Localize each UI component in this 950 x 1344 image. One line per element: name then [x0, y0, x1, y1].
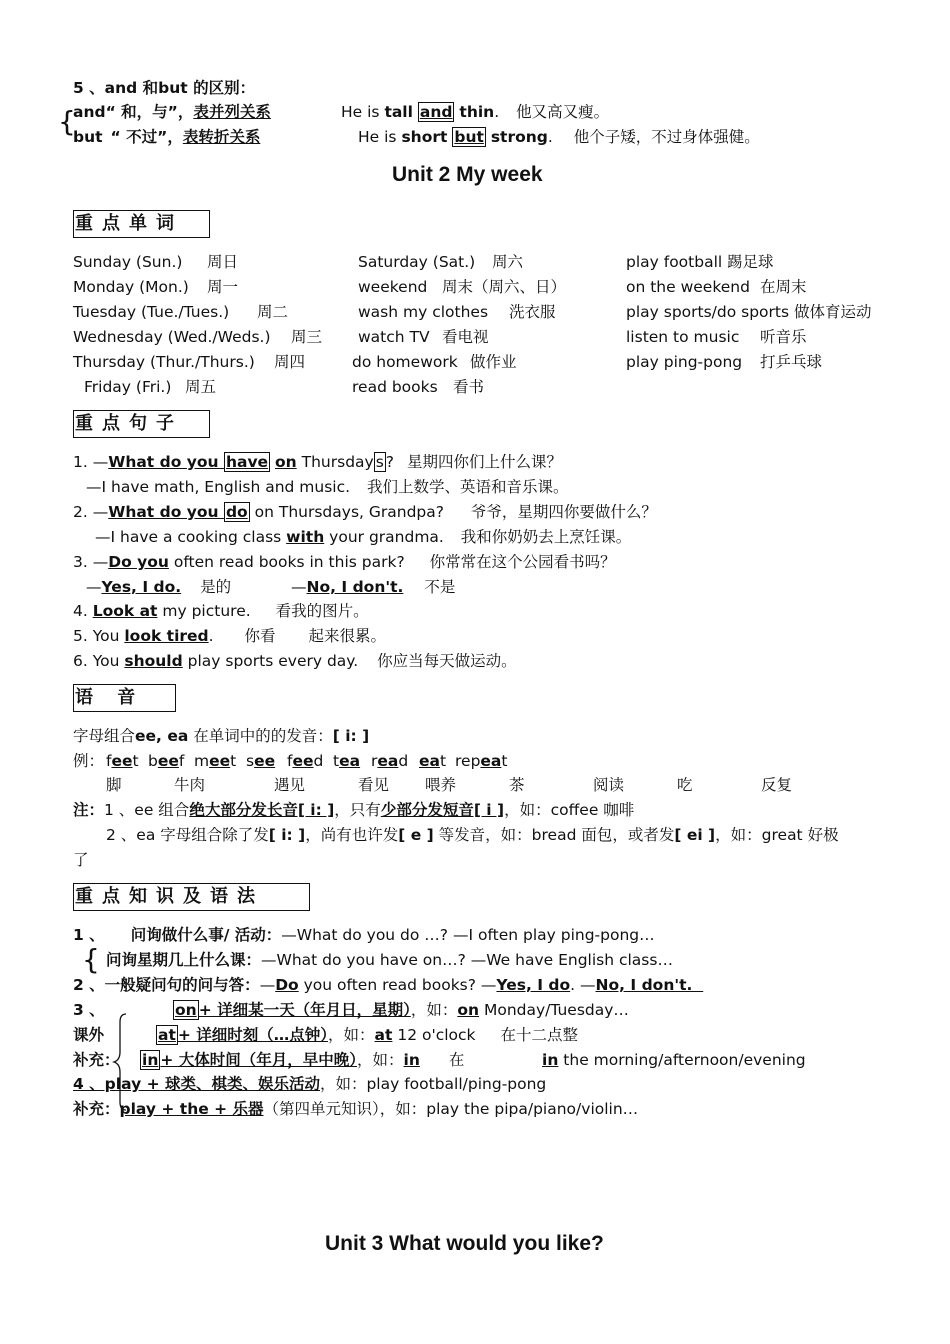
- header-phonics: 语 音: [73, 684, 176, 712]
- grammar-text: . —: [570, 976, 596, 994]
- grammar-key: 问询做什么事/ 活动：: [130, 926, 282, 944]
- grammar-text: （第四单元知识），如：play the pipa/piano/violin…: [263, 1100, 639, 1118]
- word-part: t: [501, 752, 508, 770]
- grammar-num: 1 、: [73, 926, 105, 944]
- vocab-cn: 周日: [207, 253, 239, 271]
- phonics-text: 字母组合: [73, 727, 136, 745]
- grammar-key: 问询星期几上什么课：: [106, 951, 262, 969]
- sentence-cn: 星期四你们上什么课？: [406, 453, 562, 471]
- sentence-1a: [73, 452, 562, 472]
- word-part: rep: [455, 752, 481, 770]
- phonics-example-label: 例：: [73, 752, 105, 770]
- word-part: d: [398, 752, 409, 770]
- unit2-title: Unit 2 My week: [392, 163, 543, 186]
- sentence-text: often read books in this park?: [168, 553, 405, 571]
- unit3-title: Unit 3 What would you like?: [325, 1232, 604, 1255]
- sentence-prefix: 3. —: [73, 553, 109, 571]
- and-ex-box: and: [419, 103, 453, 121]
- grammar-under: in: [403, 1051, 420, 1069]
- sentence-box: do: [225, 503, 248, 521]
- sec5-title: 5 、and 和but 的区别：: [73, 79, 256, 97]
- but-word: but: [73, 128, 103, 146]
- word-vowel: ea: [339, 752, 361, 770]
- grammar-text: ，如：: [328, 1026, 375, 1044]
- sentence-cn: 你看: [244, 627, 276, 645]
- vocab-en: do homework: [352, 353, 458, 371]
- grammar-text: —What do you do …? —I often play ping-pong…: [281, 926, 655, 944]
- word-part: s: [246, 752, 255, 770]
- grammar-3-in: [140, 1050, 464, 1070]
- sentence-prefix: —: [291, 578, 307, 596]
- phonics-word: [148, 751, 184, 771]
- vocab-cn: 洗衣服: [509, 303, 556, 321]
- header-grammar: 重点知识及语法: [73, 883, 310, 911]
- sentence-key: Do you: [108, 553, 169, 571]
- phonics-cn: 茶: [509, 776, 525, 794]
- phonics-letters: ee, ea: [135, 727, 189, 745]
- vocab-cn: 做作业: [470, 353, 517, 371]
- word-part: m: [194, 752, 210, 770]
- but-example: [358, 127, 760, 147]
- note-text: ，只有: [334, 801, 381, 819]
- word-part: b: [148, 752, 158, 770]
- vocab-en: Sunday (Sun.): [73, 253, 183, 271]
- vocab-en: Tuesday (Tue./Tues.): [73, 303, 230, 321]
- phonics-word: [371, 751, 408, 771]
- sentence-key: What do you: [108, 453, 224, 471]
- sentence-text: —I have math, English and music.: [86, 478, 351, 496]
- vocab-en: play sports/do sports: [626, 303, 790, 321]
- vocab-en: wash my clothes: [358, 303, 489, 321]
- sentence-cn: 你常常在这个公园看书吗？: [429, 553, 616, 571]
- but-meaning: “ 不过”，: [110, 128, 183, 146]
- phonics-word: [455, 751, 507, 771]
- sentence-cn: 是的: [200, 578, 232, 596]
- word-part: t: [132, 752, 139, 770]
- grammar-extra-label: 课外: [73, 1026, 105, 1044]
- sentence-3b: [86, 577, 231, 597]
- grammar-key: + 大体时间（年月，早中晚）: [160, 1051, 357, 1069]
- note-symbol: [ i: ]: [268, 826, 306, 844]
- vocab-en: Thursday (Thur./Thurs.): [73, 353, 255, 371]
- sentence-1b: [86, 477, 569, 497]
- word-part: f: [178, 752, 185, 770]
- grammar-key: 2 、一般疑问句的问与答：: [73, 976, 260, 994]
- sentence-key: with: [286, 528, 325, 546]
- phonics-note-1: [73, 800, 634, 820]
- sentence-text: your grandma.: [324, 528, 444, 546]
- phonics-cn: 反复: [761, 776, 793, 794]
- sentence-3a: [73, 552, 616, 572]
- sentence-text: on Thursdays, Grandpa?: [249, 503, 444, 521]
- grammar-text: Monday/Tuesday…: [479, 1001, 629, 1019]
- grammar-3-at: [156, 1025, 578, 1045]
- vocab-en: play football: [626, 253, 723, 271]
- sentence-2b: [95, 527, 631, 547]
- note-symbol: [ e ]: [398, 826, 434, 844]
- phonics-note-2: [106, 825, 839, 845]
- grammar-under: Yes, I do: [496, 976, 571, 994]
- and-meaning: “ 和，与”，: [105, 103, 194, 121]
- grammar-under: in: [542, 1051, 559, 1069]
- grammar-text: you often read books? —: [298, 976, 497, 994]
- vocab-cn: 看电视: [442, 328, 489, 346]
- sentence-key: What do you: [108, 503, 224, 521]
- word-vowel: ea: [419, 752, 440, 770]
- word-part: f: [287, 752, 293, 770]
- sentence-cn: 看我的图片。: [275, 602, 369, 620]
- vocab-en: weekend: [358, 278, 428, 296]
- sentence-key: No, I don't.: [306, 578, 404, 596]
- grammar-text: ，如：: [410, 1001, 458, 1019]
- grammar-cn: 在: [448, 1051, 465, 1069]
- phonics-cn: 牛肉: [174, 776, 206, 794]
- vocab-en: Saturday (Sat.): [358, 253, 476, 271]
- brace-icon: {: [58, 105, 76, 138]
- grammar-text: —: [259, 976, 276, 994]
- word-part: t: [230, 752, 237, 770]
- note-text: ，如：coffee 咖啡: [504, 801, 635, 819]
- grammar-supp-label: 补充：: [73, 1100, 120, 1118]
- prep-box: in: [142, 1051, 159, 1069]
- grammar-under: Do: [275, 976, 299, 994]
- word-part: t: [333, 752, 340, 770]
- sentence-cn: 你应当每天做运动。: [377, 652, 517, 670]
- but-cn: 他个子矮，不过身体强健。: [573, 128, 760, 146]
- sentence-cn: 爷爷，星期四你要做什么？: [470, 503, 657, 521]
- sentence-key: on: [275, 453, 297, 471]
- vocab-cn: 周末（周六、日）: [442, 278, 567, 296]
- phonics-cn: 遇见: [274, 776, 306, 794]
- word-vowel: ee: [254, 752, 276, 770]
- sentence-cn: 我们上数学、英语和音乐课。: [366, 478, 569, 496]
- phonics-cn: 阅读: [593, 776, 625, 794]
- sentence-4: [73, 601, 369, 621]
- phonics-word: [246, 751, 275, 771]
- vocab-cn: 周五: [185, 378, 217, 396]
- word-vowel: ee: [292, 752, 314, 770]
- prep-box: on: [175, 1001, 197, 1019]
- note-text: ，尚有也许发: [305, 826, 399, 844]
- and-ex-b2: thin: [459, 103, 495, 121]
- sentence-text: Thursday: [296, 453, 374, 471]
- vocab-row: [73, 252, 182, 272]
- vocab-en: watch TV: [358, 328, 430, 346]
- sentence-cn: 不是: [424, 578, 456, 596]
- word-vowel: ee: [111, 752, 133, 770]
- vocab-cn: 周四: [274, 353, 306, 371]
- sentence-prefix: 4.: [73, 602, 93, 620]
- vocab-cn: 周三: [291, 328, 323, 346]
- phonics-text: 在单词中的的发音：: [188, 727, 333, 745]
- but-row: [73, 127, 260, 147]
- but-relation: 表转折关系: [182, 128, 261, 146]
- word-vowel: ea: [377, 752, 399, 770]
- sentence-text: play sports every day.: [182, 652, 359, 670]
- grammar-2: [73, 975, 703, 995]
- note-text: ，如：great 好极: [715, 826, 839, 844]
- and-example: [341, 102, 609, 122]
- sentence-prefix: 2. —: [73, 503, 109, 521]
- phonics-word: [106, 751, 139, 771]
- note-label: 注：: [73, 801, 105, 819]
- grammar-key: 4 、play + 球类、棋类、娱乐活动: [73, 1075, 320, 1093]
- grammar-4: [73, 1074, 546, 1094]
- phonics-word: [333, 751, 360, 771]
- phonics-word: [287, 751, 323, 771]
- header-key-words: 重点单词: [73, 210, 210, 238]
- note-key: 绝大部分发长音[ i: ]: [189, 801, 335, 819]
- grammar-cn: 在十二点整: [500, 1026, 578, 1044]
- but-ex-box: but: [454, 128, 484, 146]
- prep-box: at: [158, 1026, 176, 1044]
- vocab-cn: 打乒乓球: [760, 353, 823, 371]
- note-key: 少部分发短音[ i ]: [380, 801, 505, 819]
- word-vowel: ea: [480, 752, 502, 770]
- grammar-under: No, I don't.: [595, 976, 704, 994]
- sentence-5: [73, 626, 386, 646]
- note-text: 2 、ea 字母组合除了发: [106, 826, 269, 844]
- brace-icon: [112, 1012, 128, 1112]
- and-relation: 表并列关系: [193, 103, 271, 121]
- grammar-text: ，如：: [357, 1051, 404, 1069]
- vocab-en: play ping-pong: [626, 353, 743, 371]
- and-ex-pre: He is: [341, 103, 385, 121]
- sentence-key: Look at: [92, 602, 158, 620]
- sentence-key: Yes, I do.: [101, 578, 182, 596]
- but-ex-end: .: [547, 128, 553, 146]
- sentence-cn: 我和你奶奶去上烹饪课。: [460, 528, 632, 546]
- sentence-prefix: —: [86, 578, 102, 596]
- word-vowel: ee: [157, 752, 179, 770]
- grammar-1b: [106, 950, 673, 970]
- vocab-cn: 做体育运动: [794, 303, 872, 321]
- and-cn: 他又高又瘦。: [516, 103, 610, 121]
- vocab-cn: 看书: [453, 378, 485, 396]
- vocab-en: Monday (Mon.): [73, 278, 189, 296]
- vocab-en: listen to music: [626, 328, 740, 346]
- phonics-symbol: [ i: ]: [332, 727, 370, 745]
- vocab-en: Wednesday (Wed./Weds.): [73, 328, 271, 346]
- sentence-text: —I have a cooking class: [95, 528, 287, 546]
- grammar-key: + 详细某一天（年月日，星期）: [198, 1001, 411, 1019]
- grammar-3-in-ex: [542, 1050, 806, 1070]
- note-symbol: [ ei ]: [674, 826, 716, 844]
- header-key-sentences: 重点句子: [73, 410, 210, 438]
- note-text: 1 、ee 组合: [104, 801, 190, 819]
- sentence-2a: [73, 502, 657, 522]
- vocab-cn: 踢足球: [727, 253, 774, 271]
- and-row: [73, 102, 271, 122]
- sentence-text: .: [208, 627, 214, 645]
- grammar-text: —What do you have on…? —We have English class…: [261, 951, 673, 969]
- phonics-word: [419, 751, 446, 771]
- sentence-box: have: [225, 453, 269, 471]
- brace-icon: {: [82, 943, 100, 976]
- but-ex-b2: strong: [490, 128, 548, 146]
- sentence-prefix: 6. You: [73, 652, 125, 670]
- but-ex-b1: short: [401, 128, 448, 146]
- and-ex-b1: tall: [384, 103, 413, 121]
- phonics-cn: 脚: [106, 776, 122, 794]
- and-word: and: [73, 103, 106, 121]
- phonics-cn: 看见: [358, 776, 390, 794]
- grammar-text: 12 o'clock: [392, 1026, 476, 1044]
- sentence-prefix: 5. You: [73, 627, 125, 645]
- sentence-text: ?: [385, 453, 395, 471]
- phonics-cn: 喂养: [425, 776, 457, 794]
- sentence-box: s: [375, 453, 384, 471]
- grammar-under: on: [457, 1001, 480, 1019]
- sentence-text: my picture.: [157, 602, 251, 620]
- grammar-under: at: [374, 1026, 393, 1044]
- vocab-cn: 周二: [257, 303, 289, 321]
- phonics-word: [194, 751, 236, 771]
- sentence-3c: [291, 577, 455, 597]
- phonics-cn: 吃: [677, 776, 693, 794]
- vocab-cn: 周一: [207, 278, 239, 296]
- grammar-5: [73, 1099, 638, 1119]
- sentence-cn: 起来很累。: [308, 627, 386, 645]
- sentence-key: look tired: [124, 627, 209, 645]
- word-part: d: [313, 752, 324, 770]
- and-ex-end: .: [494, 103, 500, 121]
- vocab-cn: 周六: [492, 253, 524, 271]
- grammar-supp-label: 补充：: [73, 1051, 120, 1069]
- vocab-en: on the weekend: [626, 278, 750, 296]
- word-part: r: [371, 752, 378, 770]
- sentence-6: [73, 651, 517, 671]
- grammar-text: ，如：play football/ping-pong: [319, 1075, 547, 1093]
- word-vowel: ee: [209, 752, 231, 770]
- vocab-en: Friday (Fri.): [84, 378, 172, 396]
- sentence-prefix: 1. —: [73, 453, 109, 471]
- vocab-cn: 听音乐: [760, 328, 807, 346]
- but-ex-pre: He is: [358, 128, 402, 146]
- grammar-text: the morning/afternoon/evening: [558, 1051, 806, 1069]
- grammar-1: [73, 925, 655, 945]
- phonics-intro: [73, 726, 369, 746]
- grammar-3-on: [173, 1000, 629, 1020]
- word-part: t: [439, 752, 447, 770]
- vocab-cn: 在周末: [760, 278, 807, 296]
- vocab-en: read books: [352, 378, 438, 396]
- grammar-key: play + the + 乐器: [119, 1100, 264, 1118]
- grammar-key: + 详细时刻（…点钟）: [177, 1026, 329, 1044]
- word-part: f: [106, 752, 112, 770]
- note-text: 等发音，如：bread 面包，或者发: [433, 826, 675, 844]
- grammar-3-num: 3 、: [73, 1001, 105, 1019]
- phonics-note-2-cont: 了: [73, 851, 89, 869]
- sentence-key: should: [124, 652, 183, 670]
